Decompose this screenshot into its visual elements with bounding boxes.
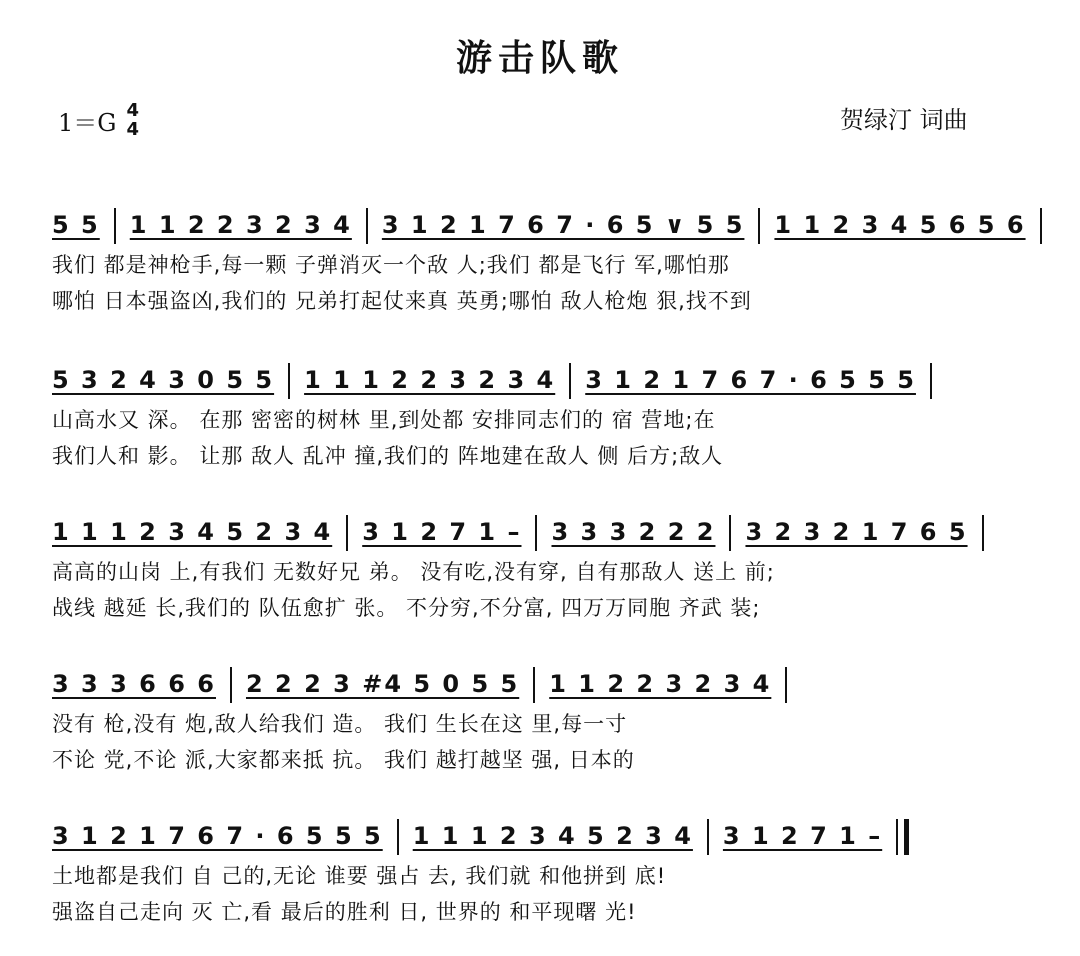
key-label: 1＝G	[58, 108, 117, 137]
measure: 3 1 2 1 7 6 7 · 6 5 5 5	[52, 822, 383, 850]
barline	[397, 819, 399, 855]
barline	[366, 208, 368, 244]
song-title: 游击队歌	[455, 38, 624, 79]
time-signature	[126, 101, 139, 139]
measure: 1 1 1 2 2 3 2 3 4	[304, 366, 556, 394]
measure: 3 3 3 2 2 2	[551, 518, 716, 546]
measure: 5 5	[52, 211, 100, 239]
lyric-line-verse-1: 没有 枪,没有 炮,敌人给我们 造。 我们 生长在这 里,每一寸	[52, 712, 628, 736]
barline	[569, 363, 571, 399]
lyric-line-verse-1: 我们 都是神枪手,每一颗 子弹消灭一个敌 人;我们 都是飞行 军,哪怕那	[52, 253, 730, 277]
measure: 5 3 2 4 3 0 5 5	[52, 366, 275, 394]
lyric-line-verse-2: 战线 越延 长,我们的 队伍愈扩 张。 不分穷,不分富, 四万万同胞 齐武 装;	[52, 596, 761, 620]
barline	[707, 819, 709, 855]
barline	[930, 363, 932, 399]
barline	[758, 208, 760, 244]
measure: 3 1 2 7 1 –	[722, 822, 883, 850]
score-system-3	[52, 512, 1036, 630]
measure: 1 1 2 2 3 2 3 4	[549, 670, 772, 698]
barline	[533, 667, 535, 703]
barline	[729, 515, 731, 551]
barline	[1040, 208, 1042, 244]
score-system-1	[52, 205, 1036, 323]
measure: 1 1 1 2 3 4 5 2 3 4	[412, 822, 693, 850]
barline	[535, 515, 537, 551]
barline	[785, 667, 787, 703]
measure: 1 1 2 2 3 2 3 4	[129, 211, 352, 239]
final-barline	[896, 819, 909, 855]
lyric-line-verse-1: 土地都是我们 自 己的,无论 谁要 强占 去, 我们就 和他拼到 底!	[52, 864, 667, 888]
lyric-line-verse-1: 高高的山岗 上,有我们 无数好兄 弟。 没有吃,没有穿, 自有那敌人 送上 前;	[52, 560, 775, 584]
notation-line	[52, 664, 801, 704]
notation-line	[52, 205, 1056, 245]
measure: 3 1 2 7 1 –	[362, 518, 522, 546]
time-signature-bottom: 4	[126, 119, 139, 140]
notation-line	[52, 816, 909, 856]
measure: 3 1 2 1 7 6 7 · 6 5 ∨ 5 5	[381, 211, 745, 239]
measure: 3 3 3 6 6 6	[52, 670, 216, 698]
lyric-line-verse-2: 我们人和 影。 让那 敌人 乱冲 撞,我们的 阵地建在敌人 侧 后方;敌人	[52, 444, 724, 468]
barline	[114, 208, 116, 244]
measure: 1 1 1 2 3 4 5 2 3 4	[52, 518, 333, 546]
barline	[346, 515, 348, 551]
notation-line	[52, 360, 946, 400]
time-signature-top: 4	[126, 100, 139, 121]
measure: 3 1 2 1 7 6 7 · 6 5 5 5	[585, 366, 916, 394]
measure: 1 1 2 3 4 5 6 5 6	[774, 211, 1026, 239]
lyric-line-verse-2: 强盗自己走向 灭 亡,看 最后的胜利 日, 世界的 和平现曙 光!	[52, 900, 637, 924]
measure: 3 2 3 2 1 7 6 5	[745, 518, 968, 546]
barline	[288, 363, 290, 399]
notation-line	[52, 512, 998, 552]
measure: 2 2 2 3 #4 5 0 5 5	[245, 670, 520, 698]
key-signature	[58, 98, 139, 142]
lyric-line-verse-1: 山高水又 深。 在那 密密的树林 里,到处都 安排同志们的 宿 营地;在	[52, 408, 716, 432]
score-system-2	[52, 360, 1036, 478]
composer-credit: 贺绿汀 词曲	[840, 106, 968, 134]
lyric-line-verse-2: 哪怕 日本强盗凶,我们的 兄弟打起仗来真 英勇;哪怕 敌人枪炮 狠,找不到	[52, 289, 752, 313]
lyric-line-verse-2: 不论 党,不论 派,大家都来抵 抗。 我们 越打越坚 强, 日本的	[52, 748, 635, 772]
barline	[982, 515, 984, 551]
score-system-4	[52, 664, 1036, 782]
score-system-5	[52, 816, 1036, 934]
barline	[230, 667, 232, 703]
